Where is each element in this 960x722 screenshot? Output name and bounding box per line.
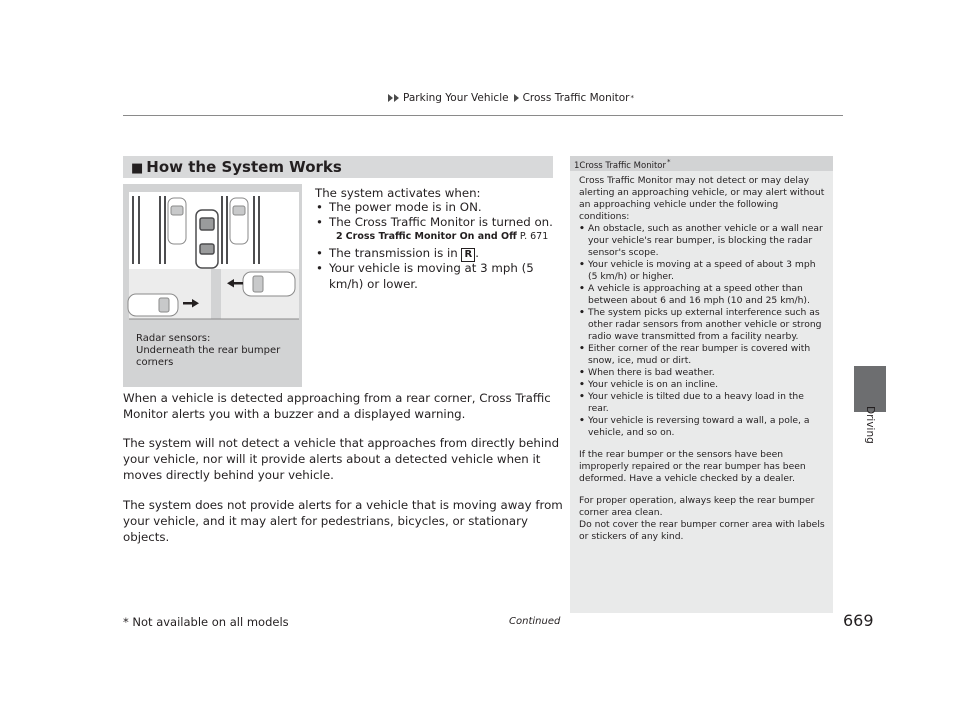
note-item-text: Either corner of the rear bumper is covered with snow, ice, mud or dirt. [588, 343, 811, 366]
note-item-text: Your vehicle is on an incline. [588, 379, 719, 390]
activation-condition [316, 199, 482, 215]
note-item [579, 391, 827, 415]
footnote: * Not available on all models [123, 615, 289, 629]
page-number: 669 [843, 611, 874, 630]
breadcrumb-arrow-icon [388, 94, 393, 102]
bullet-icon: • [579, 391, 585, 402]
breadcrumb-arrow-icon [514, 94, 519, 102]
approaching-car-left [128, 294, 178, 316]
note-item-text: Your vehicle is tilted due to a heavy load in the rear. [588, 391, 804, 414]
bullet-icon: • [579, 343, 585, 354]
section-title: How the System Works [146, 158, 342, 176]
cross-reference-link[interactable] [336, 231, 548, 242]
note-item-text: When there is bad weather. [588, 367, 715, 378]
parked-car-right [230, 198, 248, 244]
parked-car-left [168, 198, 186, 244]
note-intro: Cross Traffic Monitor may not detect or may delay alerting an approaching vehicle, or may alert without an approaching vehicle under the following conditions: [579, 175, 825, 222]
approaching-car-right [243, 272, 295, 296]
radar-sensor-caption [136, 333, 280, 369]
header-divider [123, 115, 843, 116]
bullet-text: Your vehicle is moving at 3 mph (5 km/h) or lower. [329, 261, 534, 291]
bullet-icon: • [579, 307, 585, 318]
breadcrumb [388, 92, 634, 104]
section-heading [131, 158, 342, 176]
xref-arrow-icon: 2 [336, 231, 343, 242]
your-vehicle [196, 210, 218, 268]
note-item [579, 415, 827, 439]
note-item [579, 283, 827, 307]
activation-condition [316, 214, 553, 230]
note-item-text: An obstacle, such as another vehicle or a wall near your vehicle's rear bumper, is blocking the radar sensor's scope. [588, 223, 823, 258]
bullet-icon: • [579, 283, 585, 294]
note-item-text: Your vehicle is moving at a speed of about 3 mph (5 km/h) or higher. [588, 259, 816, 282]
reverse-gear-icon: R [461, 248, 475, 262]
note-item-text: A vehicle is approaching at a speed other than between about 6 and 16 mph (10 and 25 km/h). [588, 283, 810, 306]
activation-intro: The system activates when: [315, 186, 481, 200]
xref-page: P. 671 [519, 231, 549, 242]
continued-label: Continued [509, 616, 561, 627]
bullet-icon: • [579, 379, 585, 390]
bullet-icon: • [579, 223, 585, 234]
note-star: * [666, 158, 671, 166]
breadcrumb-star: * [630, 94, 634, 102]
breadcrumb-item-cross-traffic[interactable]: Cross Traffic Monitor [522, 92, 630, 104]
bullet-icon: • [316, 261, 323, 275]
note-item [579, 259, 827, 283]
note-item [579, 223, 827, 259]
bullet-icon: • [316, 246, 323, 260]
note-heading [574, 158, 670, 171]
bullet-text: The Cross Traffic Monitor is turned on. [329, 215, 553, 229]
breadcrumb-arrow-icon [394, 94, 399, 102]
caption-line: corners [136, 357, 174, 368]
note-item [579, 367, 827, 379]
note-paragraph: Do not cover the rear bumper corner area with labels or stickers of any kind. [579, 519, 825, 542]
bullet-icon: • [579, 367, 585, 378]
body-paragraph: When a vehicle is detected approaching from a rear corner, Cross Traffic Monitor alerts you with a buzzer and a displayed warning. [123, 391, 551, 421]
caption-line: Radar sensors: [136, 333, 211, 344]
bullet-icon: • [316, 215, 323, 229]
note-item [579, 307, 827, 343]
bullet-text: The power mode is in ON. [329, 200, 482, 214]
note-body [579, 175, 827, 543]
chapter-tab-label: Driving [864, 406, 876, 444]
bullet-icon: • [579, 259, 585, 270]
bullet-text-part: . [475, 246, 479, 260]
note-paragraph: If the rear bumper or the sensors have been improperly repaired or the rear bumper has been deformed. Have a vehicle checked by a dealer. [579, 449, 806, 484]
activation-condition [316, 260, 556, 292]
breadcrumb-item-parking[interactable]: Parking Your Vehicle [403, 92, 509, 104]
body-paragraph: The system does not provide alerts for a vehicle that is moving away from your vehicle, and it may alert for pedestrians, bicycles, or stationary objects. [123, 498, 563, 544]
body-paragraph: The system will not detect a vehicle that approaches from directly behind your vehicle, nor will it provide alerts about a detected vehicle when it moves directly behind your vehicle. [123, 436, 560, 482]
bullet-icon: • [579, 415, 585, 426]
note-item [579, 379, 827, 391]
note-number-icon: 1 [574, 160, 580, 171]
section-marker-icon: ■ [131, 161, 144, 176]
bullet-icon: • [316, 200, 323, 214]
note-item [579, 343, 827, 367]
xref-title: Cross Traffic Monitor On and Off [345, 231, 517, 242]
note-item-text: Your vehicle is reversing toward a wall, a pole, a vehicle, and so on. [588, 415, 810, 438]
bullet-text-part: The transmission is in [329, 246, 458, 260]
note-paragraph: For proper operation, always keep the rear bumper corner area clean. [579, 495, 815, 518]
note-item-text: The system picks up external interference such as other radar sensors from another vehicle or strong radio wave transmitted from a facility nearby. [588, 307, 822, 342]
note-title: Cross Traffic Monitor [579, 160, 666, 171]
caption-line: Underneath the rear bumper [136, 345, 281, 356]
